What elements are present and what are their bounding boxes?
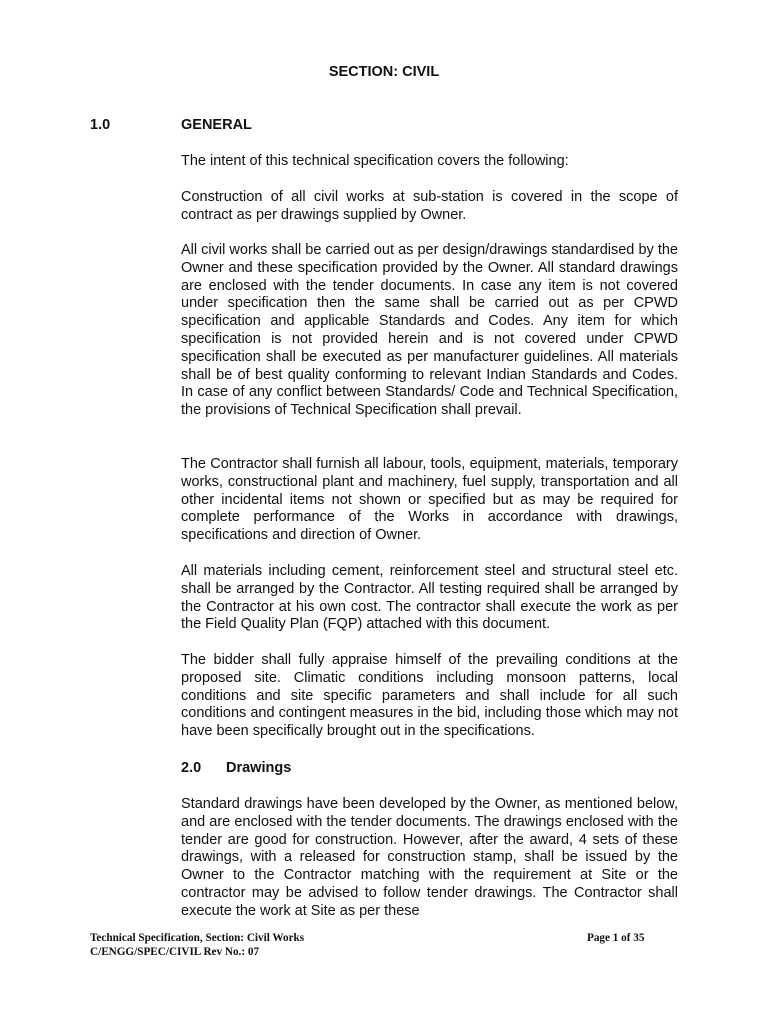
footer-page-number: Page 1 of 35	[587, 932, 645, 944]
paragraph-bidder-conditions: The bidder shall fully appraise himself of the prevailing conditions at the proposed site. Climatic conditions including monsoon patterns, local conditions and site specific parameters and shall include for all such conditions and contingent measures in the bid, including those which may not have been specifically brought out in the specifications.	[181, 652, 678, 740]
paragraph-civil-works-standards: All civil works shall be carried out as per design/drawings standardised by the Owner and these specification provided by the Owner. All standard drawings are enclosed with the tender documents. In case any item is not covered under specification then the same shall be carried out as per CPWD specification and applicable Standards and Codes. Any item for which specification is not provided herein and is not covered under CPWD specification shall be executed as per manufacturer guidelines. All materials shall be of best quality conforming to relevant Indian Standards and Codes. In case of any conflict between Standards/ Code and Technical Specification, the provisions of Technical Specification shall prevail.	[181, 242, 678, 419]
heading-2-text: Drawings	[226, 760, 292, 776]
paragraph-intent: The intent of this technical specification covers the following:	[181, 153, 569, 169]
heading-1-text: GENERAL	[181, 117, 252, 133]
section-title: SECTION: CIVIL	[328, 64, 440, 80]
heading-1-number: 1.0	[90, 117, 111, 133]
footer-doc-number: C/ENGG/SPEC/CIVIL Rev No.: 07	[90, 946, 260, 958]
footer-spec-title: Technical Specification, Section: Civil Works	[90, 932, 305, 944]
heading-2-number: 2.0	[181, 760, 202, 776]
paragraph-construction-scope: Construction of all civil works at sub-station is covered in the scope of contract as per drawings supplied by Owner.	[181, 189, 678, 223]
footer-left	[90, 931, 304, 959]
paragraph-materials-testing: All materials including cement, reinforcement steel and structural steel etc. shall be arranged by the Contractor. All testing required shall be arranged by the Contractor at his own cost. The contractor shall execute the work as per the Field Quality Plan (FQP) attached with this document.	[181, 563, 678, 633]
paragraph-drawings: Standard drawings have been developed by the Owner, as mentioned below, and are enclosed with the tender documents. The drawings enclosed with the tender are good for construction. However, after the award, 4 sets of these drawings, with a released for construction stamp, shall be issued by the Owner to the Contractor matching with the requirement at Site or the contractor may be advised to follow tender drawings. The Contractor shall execute the work at Site as per these	[181, 796, 678, 919]
paragraph-contractor-furnish: The Contractor shall furnish all labour, tools, equipment, materials, temporary works, constructional plant and machinery, fuel supply, transportation and all other incidental items not shown or specified but as may be required for complete performance of the Works in accordance with drawings, specifications and direction of Owner.	[181, 456, 678, 544]
